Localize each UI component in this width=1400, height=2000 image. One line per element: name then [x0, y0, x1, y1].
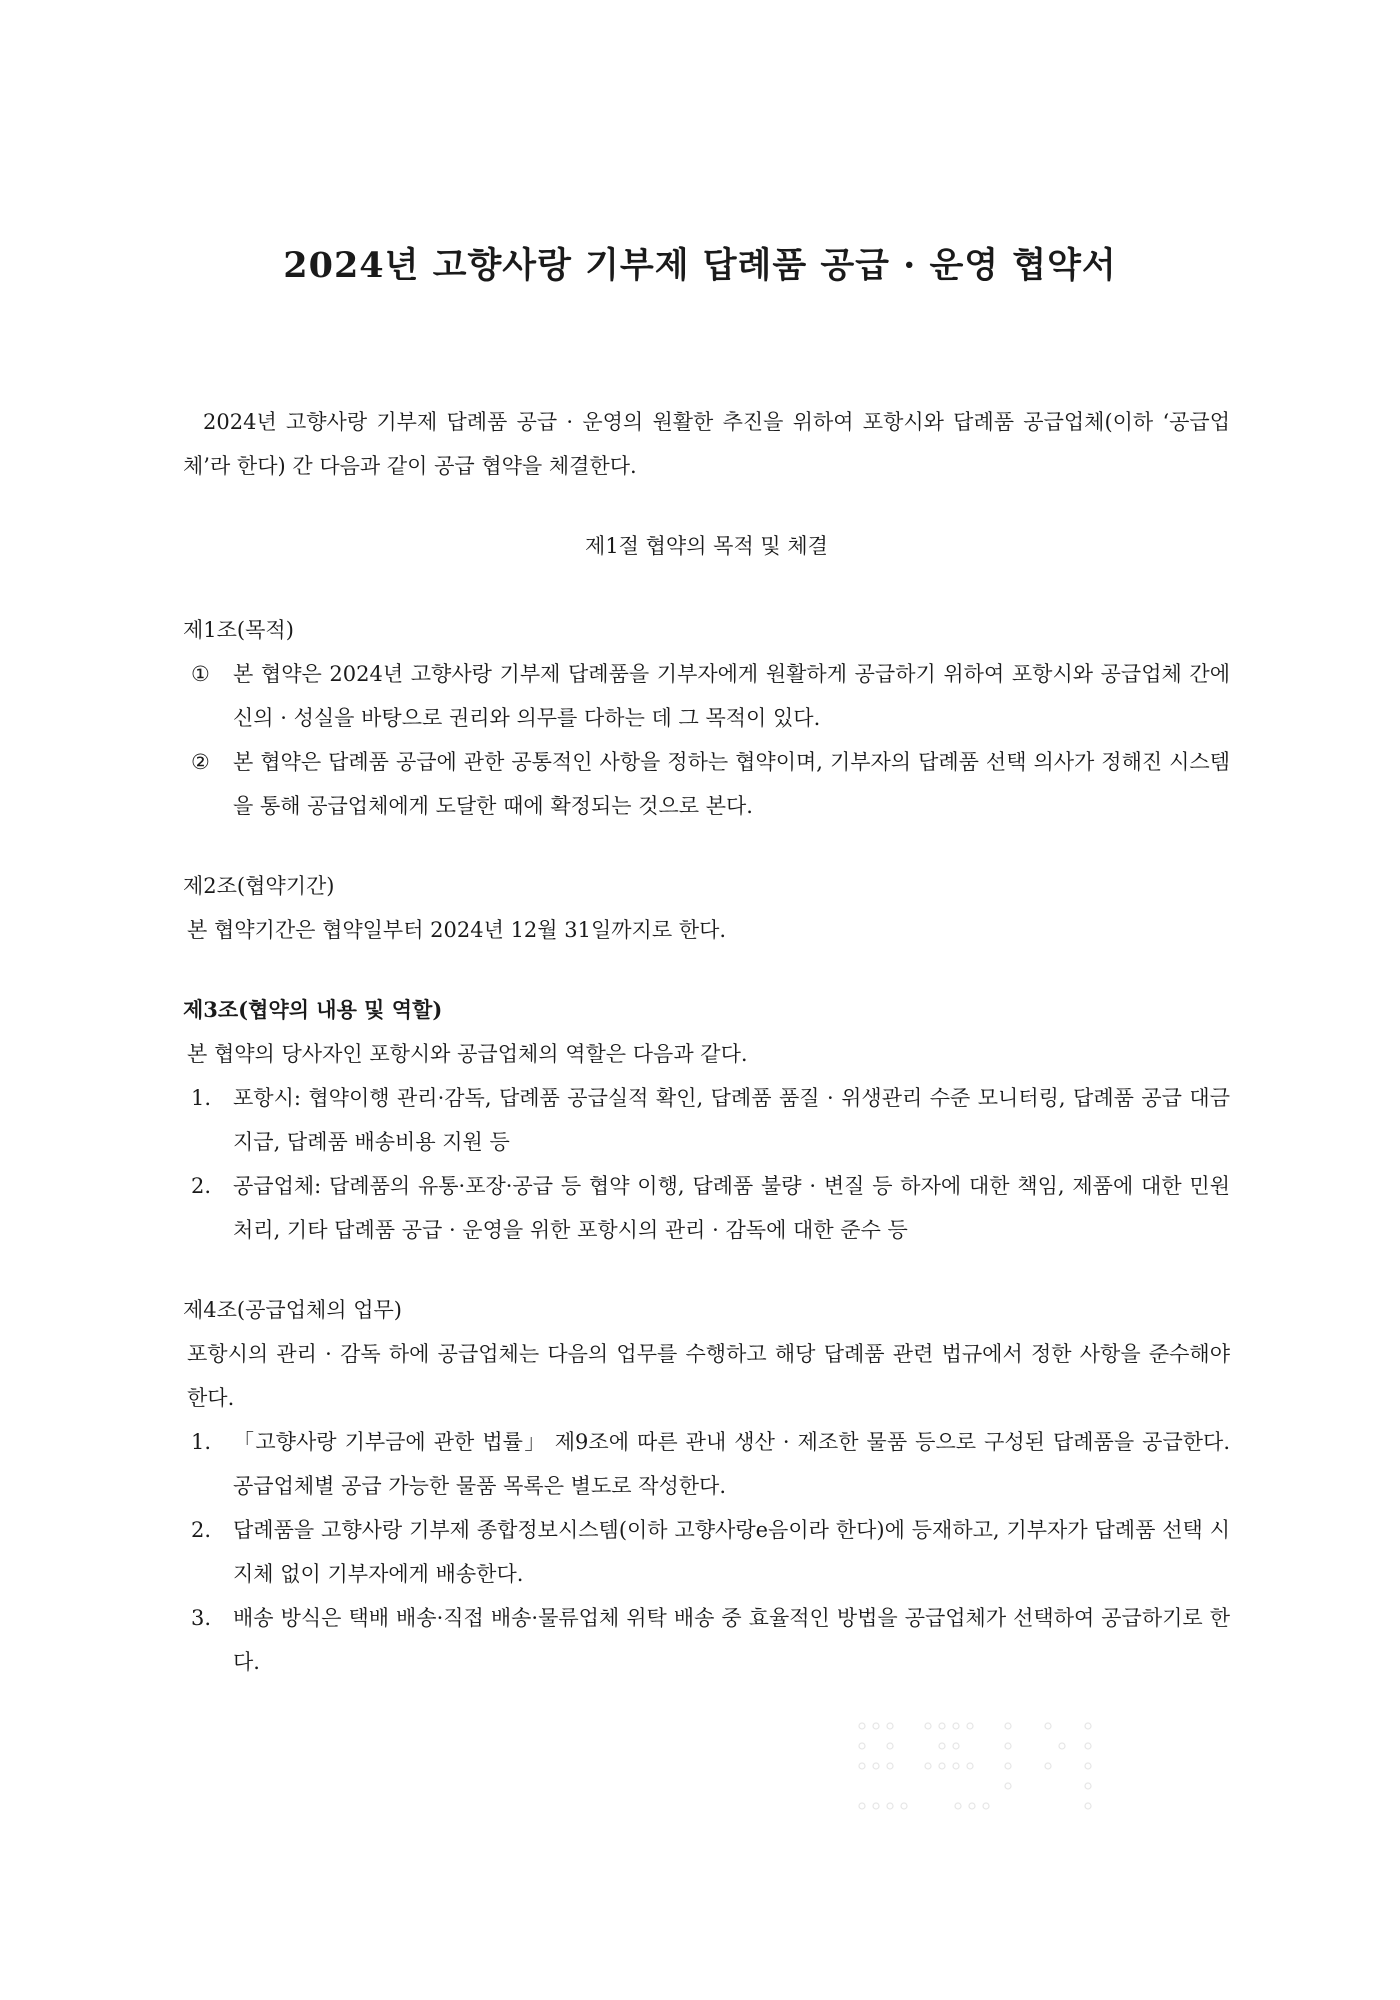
article-body: 포항시의 관리 · 감독 하에 공급업체는 다음의 업무를 수행하고 해당 답례품 관련 법규에서 정한 사항을 준수해야 한다. [187, 1342, 1230, 1410]
list-item [183, 652, 1230, 740]
intro-paragraph: 2024년 고향사랑 기부제 답례품 공급 · 운영의 원활한 추진을 위하여 포항시와 답례품 공급업체(이하 ‘공급업체’라 한다) 간 다음과 같이 공급 협약을 체결한다. [183, 410, 1230, 478]
article-items [183, 1076, 1230, 1252]
section-heading: 제1절 협약의 목적 및 체결 [585, 534, 828, 558]
article-items [183, 652, 1230, 828]
item-text: 배송 방식은 택배 배송·직접 배송·물류업체 위탁 배송 중 효율적인 방법을 공급업체가 선택하여 공급하기로 한다. [233, 1606, 1230, 1674]
list-item [183, 1076, 1230, 1164]
article-title: 제1조(목적) [183, 618, 294, 642]
item-text: 답례품을 고향사랑 기부제 종합정보시스템(이하 고향사랑e음이라 한다)에 등재하고, 기부자가 답례품 선택 시 지체 없이 기부자에게 배송한다. [233, 1518, 1230, 1586]
item-marker: 1. [191, 1086, 212, 1110]
article-2 [183, 864, 1230, 952]
article-title: 제2조(협약기간) [183, 874, 335, 898]
document-title: 2024년 고향사랑 기부제 답례품 공급 · 운영 협약서 [283, 245, 1117, 286]
article-title: 제4조(공급업체의 업무) [183, 1298, 402, 1322]
article-body: 본 협약기간은 협약일부터 2024년 12월 31일까지로 한다. [187, 918, 727, 942]
item-text: 본 협약은 2024년 고향사랑 기부제 답례품을 기부자에게 원활하게 공급하기 위하여 포항시와 공급업체 간에 신의 · 성실을 바탕으로 권리와 의무를 다하는 데 그 목적이 있다. [233, 662, 1230, 730]
list-item [183, 1508, 1230, 1596]
article-body: 본 협약의 당사자인 포항시와 공급업체의 역할은 다음과 같다. [187, 1042, 748, 1066]
item-marker: 2. [191, 1174, 212, 1198]
list-item [183, 740, 1230, 828]
article-items [183, 1420, 1230, 1684]
item-text: 포항시: 협약이행 관리·감독, 답례품 공급실적 확인, 답례품 품질 · 위생관리 수준 모니터링, 답례품 공급 대금 지급, 답례품 배송비용 지원 등 [233, 1086, 1230, 1154]
item-text: 「고향사랑 기부금에 관한 법률」 제9조에 따른 관내 생산 · 제조한 물품 등으로 구성된 답례품을 공급한다. 공급업체별 공급 가능한 물품 목록은 별도로 작성한다. [233, 1430, 1230, 1498]
article-1 [183, 608, 1230, 828]
item-marker: ① [191, 662, 210, 686]
article-title: 제3조(협약의 내용 및 역할) [183, 997, 443, 1022]
article-4 [183, 1288, 1230, 1684]
list-item [183, 1164, 1230, 1252]
item-text: 공급업체: 답례품의 유통·포장·공급 등 협약 이행, 답례품 불량 · 변질 등 하자에 대한 책임, 제품에 대한 민원 처리, 기타 답례품 공급 · 운영을 위한 포항시의 관리 · 감독에 대한 준수 등 [233, 1174, 1230, 1242]
list-item [183, 1596, 1230, 1684]
article-3 [183, 988, 1230, 1252]
stamp-watermark [848, 1712, 1108, 1822]
list-item [183, 1420, 1230, 1508]
item-marker: 2. [191, 1518, 212, 1542]
item-text: 본 협약은 답례품 공급에 관한 공통적인 사항을 정하는 협약이며, 기부자의 답례품 선택 의사가 정해진 시스템을 통해 공급업체에게 도달한 때에 확정되는 것으로 본다. [233, 750, 1230, 818]
document-content [183, 400, 1230, 1720]
item-marker: 3. [191, 1606, 212, 1630]
item-marker: ② [191, 750, 210, 774]
item-marker: 1. [191, 1430, 212, 1454]
